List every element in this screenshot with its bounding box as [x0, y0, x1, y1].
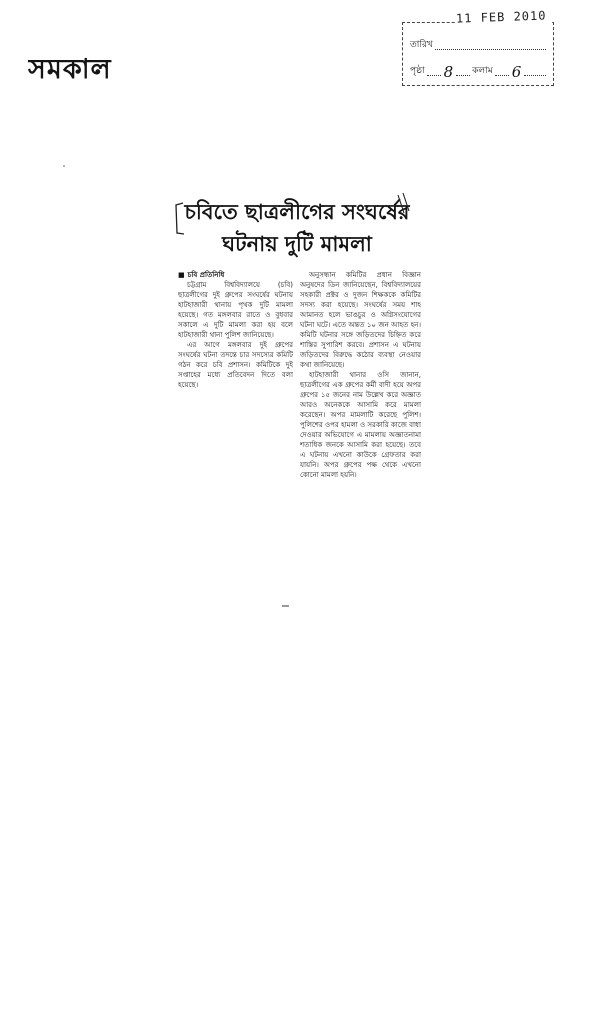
byline: [178, 270, 293, 280]
clipping-info-stamp: [402, 22, 554, 86]
stamp-column-value: 6: [511, 63, 522, 81]
stamp-column-label: কলাম: [472, 66, 493, 76]
dotted-leader: [427, 74, 441, 76]
dotted-leader: [495, 74, 509, 76]
stamp-page-column-row: [410, 61, 548, 81]
article-paragraph: হাটহাজারী থানার ওসি জানান, ছাত্রলীগের এক গ্রুপের কর্মী বাদী হয়ে অপর গ্রুপের ১৫ জনের নাম উল্লেখ করে অজ্ঞাত আরও অনেককে আসামি করে মামলা করেছেন। অপর মামলাটি করেছে পুলিশ। পুলিশের ওপর হামলা ও সরকারি কাজে বাধা দেওয়ার অভিযোগে এ মামলায় অজ্ঞাতনামা শতাধিক জনকে আসামি করা হয়েছে। তবে এ ঘটনায় এখনো কাউকে গ্রেফতার করা যায়নি। অপর গ্রুপের পক্ষ থেকে এখনো কোনো মামলা হয়নি।: [300, 371, 421, 479]
article-paragraph: চট্টগ্রাম বিশ্ববিদ্যালয়ে (চবি) ছাত্রলীগের দুই গ্রুপের সংঘর্ষের ঘটনায় হাটহাজারী থানায় পৃথক দুটি মামলা হয়েছে। গত মঙ্গলবার রাতে ও বুধবার সকালে এ দুটি মামলা করা হয় বলে হাটহাজারী থানা পুলিশ জানিয়েছে।: [178, 281, 293, 339]
article-column-left: [178, 270, 293, 408]
stamped-date: 11 FEB 2010: [456, 7, 552, 26]
dotted-leader: [524, 74, 546, 76]
byline-text: চবি প্রতিনিধি: [187, 271, 225, 279]
byline-marker: ■: [178, 271, 185, 279]
headline-line-2: ঘটনায় দুটি মামলা: [222, 232, 372, 256]
headline-line-1: চবিতে ছাত্রলীগের সংঘর্ষের: [184, 200, 410, 224]
scan-dot-mark: [63, 165, 65, 167]
stamp-page-value: 8: [443, 63, 454, 81]
stamp-date-row: [410, 35, 548, 55]
dotted-leader: [435, 48, 546, 50]
dotted-leader: [456, 74, 470, 76]
article-headline: [168, 196, 426, 266]
stamp-page-label: পৃষ্ঠা: [410, 66, 425, 76]
stamp-date-label: তারিখ: [410, 40, 433, 50]
article-paragraph: এর আগে মঙ্গলবার দুই গ্রুপের সংঘর্ষের ঘটনা তদন্তে চার সদস্যের কমিটি গঠন করে চবি প্রশাসন। কমিটিকে দুই সপ্তাহের মধ্যে প্রতিবেদন দিতে বলা হয়েছে।: [178, 341, 293, 389]
article-column-right: [300, 270, 421, 612]
newspaper-masthead-logo: সমকাল: [28, 54, 112, 85]
article-paragraph: অনুসন্ধান কমিটির প্রধান বিজ্ঞান অনুষদের ডিন জানিয়েছেন, বিশ্ববিদ্যালয়ের সহকারী প্রক্টর ও দুজন শিক্ষককে কমিটির সদস্য করা হয়েছে। সংঘর্ষের সময় শাহ আমানত হলে ভাঙচুর ও অগ্নিসংযোগের ঘটনা ঘটে। এতে অন্তত ১০ জন আহত হন। কমিটি ঘটনার সঙ্গে জড়িতদের চিহ্নিত করে শাস্তির সুপারিশ করবে। প্রশাসন এ ঘটনায় জড়িতদের বিরুদ্ধে কঠোর ব্যবস্থা নেওয়ার কথা জানিয়েছে।: [300, 271, 421, 369]
